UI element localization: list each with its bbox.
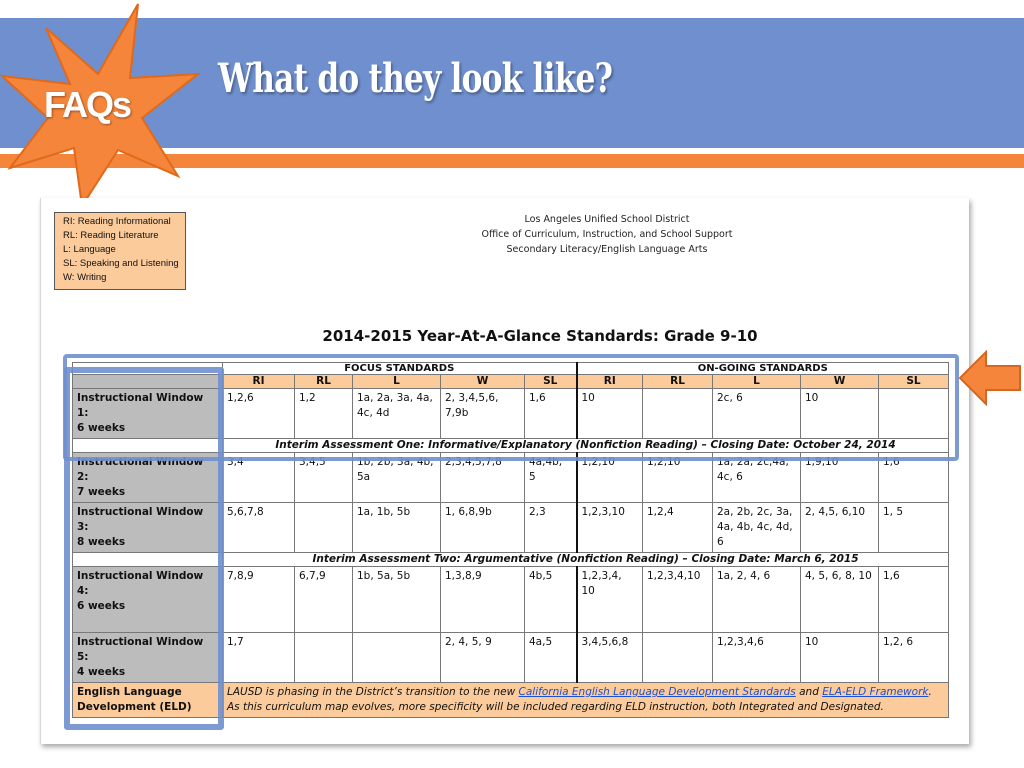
focus-standards-header: FOCUS STANDARDS — [223, 363, 577, 375]
table-cell: 1a, 2a, 3a, 4a, 4c, 4d — [353, 389, 441, 439]
table-cell: 7,8,9 — [223, 567, 295, 633]
column-header: W — [441, 375, 525, 389]
standards-legend — [54, 212, 186, 290]
table-cell: 4, 5, 6, 8, 10 — [801, 567, 879, 633]
table-cell: 1, 6,8,9b — [441, 503, 525, 553]
table-cell: 6,7,9 — [295, 567, 353, 633]
eld-standards-link[interactable]: California English Language Development Standards — [518, 686, 796, 698]
table-cell — [295, 503, 353, 553]
eld-label: English Language Development (ELD) — [73, 683, 223, 718]
table-cell: 5,6,7,8 — [223, 503, 295, 553]
table-cell: 2a, 2b, 2c, 3a, 4a, 4b, 4c, 4d, 6 — [713, 503, 801, 553]
slide-title: What do they look like? — [218, 55, 613, 102]
column-header: RI — [223, 375, 295, 389]
window-label: Instructional Window 2: 7 weeks — [73, 453, 223, 503]
district-header — [400, 212, 814, 257]
left-arrow-icon — [958, 350, 1022, 406]
interim-assessment-one: Interim Assessment One: Informative/Explanatory (Nonfiction Reading) – Closing Date: October 24, 2014 — [223, 439, 949, 453]
table-cell: 3,4,5,6,8 — [577, 633, 643, 683]
table-cell: 1,3,8,9 — [441, 567, 525, 633]
legend-item: SL: Speaking and Listening — [63, 258, 179, 269]
table-cell: 1,7 — [223, 633, 295, 683]
column-header: W — [801, 375, 879, 389]
window-label: Instructional Window 3: 8 weeks — [73, 503, 223, 553]
table-cell: 1,2,3,10 — [577, 503, 643, 553]
table-cell: 2,3,4,5,7,8 — [441, 453, 525, 503]
document-title: 2014-2015 Year-At-A-Glance Standards: Grade 9-10 — [322, 327, 758, 345]
column-header: RI — [577, 375, 643, 389]
office-name: Office of Curriculum, Instruction, and School Support — [481, 229, 733, 240]
legend-item: W: Writing — [63, 272, 107, 283]
eld-description: LAUSD is phasing in the District’s transition to the new California English Language Development Standards and ELA-ELD Framework. As this curriculum map evolves, more specificity will be included regarding ELD instruction, both Integrated and Designated. — [223, 683, 949, 718]
table-cell: 1a, 1b, 5b — [353, 503, 441, 553]
window-label: Instructional Window 5: 4 weeks — [73, 633, 223, 683]
table-cell: 4a,5 — [525, 633, 577, 683]
highlight-window-column-box — [64, 367, 224, 730]
table-cell: 1,6 — [879, 567, 949, 633]
window-label: Instructional Window 1: 6 weeks — [73, 389, 223, 439]
table-cell: 1,2 — [295, 389, 353, 439]
faqs-badge-label: FAQs — [44, 84, 131, 125]
column-header: RL — [643, 375, 713, 389]
table-cell: 1,2,6 — [223, 389, 295, 439]
table-cell: 10 — [801, 633, 879, 683]
table-cell: 1,2,10 — [577, 453, 643, 503]
table-cell: 1,2,10 — [643, 453, 713, 503]
table-cell: 2, 4, 5, 9 — [441, 633, 525, 683]
table-cell — [643, 633, 713, 683]
table-cell: 1,6 — [879, 453, 949, 503]
legend-item: RI: Reading Informational — [63, 216, 171, 227]
table-cell: 4a,4b, 5 — [525, 453, 577, 503]
department-name: Secondary Literacy/English Language Arts — [506, 244, 708, 255]
table-cell: 1, 5 — [879, 503, 949, 553]
table-cell — [353, 633, 441, 683]
table-cell: 1b, 2b, 3a, 4b, 5a — [353, 453, 441, 503]
window-label: Instructional Window 4: 6 weeks — [73, 567, 223, 633]
table-cell: 1,2,3,4,10 — [643, 567, 713, 633]
table-cell: 1a, 2a, 2c,4a, 4c, 6 — [713, 453, 801, 503]
table-cell: 10 — [801, 389, 879, 439]
table-cell: 3,4,5 — [295, 453, 353, 503]
ela-eld-framework-link[interactable]: ELA-ELD Framework — [822, 686, 929, 698]
legend-item: RL: Reading Literature — [63, 230, 159, 241]
legend-item: L: Language — [63, 244, 116, 255]
table-cell — [295, 633, 353, 683]
table-cell: 2, 3,4,5,6, 7,9b — [441, 389, 525, 439]
table-cell: 1a, 2, 4, 6 — [713, 567, 801, 633]
table-cell: 1,2,3,4, 10 — [577, 567, 643, 633]
table-cell: 1,6 — [525, 389, 577, 439]
table-cell: 3,4 — [223, 453, 295, 503]
column-header: RL — [295, 375, 353, 389]
table-cell: 2, 4,5, 6,10 — [801, 503, 879, 553]
district-name: Los Angeles Unified School District — [524, 214, 690, 225]
table-cell: 1,9,10 — [801, 453, 879, 503]
column-header: SL — [525, 375, 577, 389]
table-cell: 1,2,4 — [643, 503, 713, 553]
column-header: L — [353, 375, 441, 389]
column-header: SL — [879, 375, 949, 389]
table-cell: 1b, 5a, 5b — [353, 567, 441, 633]
ongoing-standards-header: ON-GOING STANDARDS — [577, 363, 949, 375]
table-cell: 1,2, 6 — [879, 633, 949, 683]
table-cell: 4b,5 — [525, 567, 577, 633]
table-cell: 2c, 6 — [713, 389, 801, 439]
table-cell: 1,2,3,4,6 — [713, 633, 801, 683]
table-cell: 10 — [577, 389, 643, 439]
table-cell: 2,3 — [525, 503, 577, 553]
interim-assessment-two: Interim Assessment Two: Argumentative (Nonfiction Reading) – Closing Date: March 6, 2015 — [223, 553, 949, 567]
column-header: L — [713, 375, 801, 389]
